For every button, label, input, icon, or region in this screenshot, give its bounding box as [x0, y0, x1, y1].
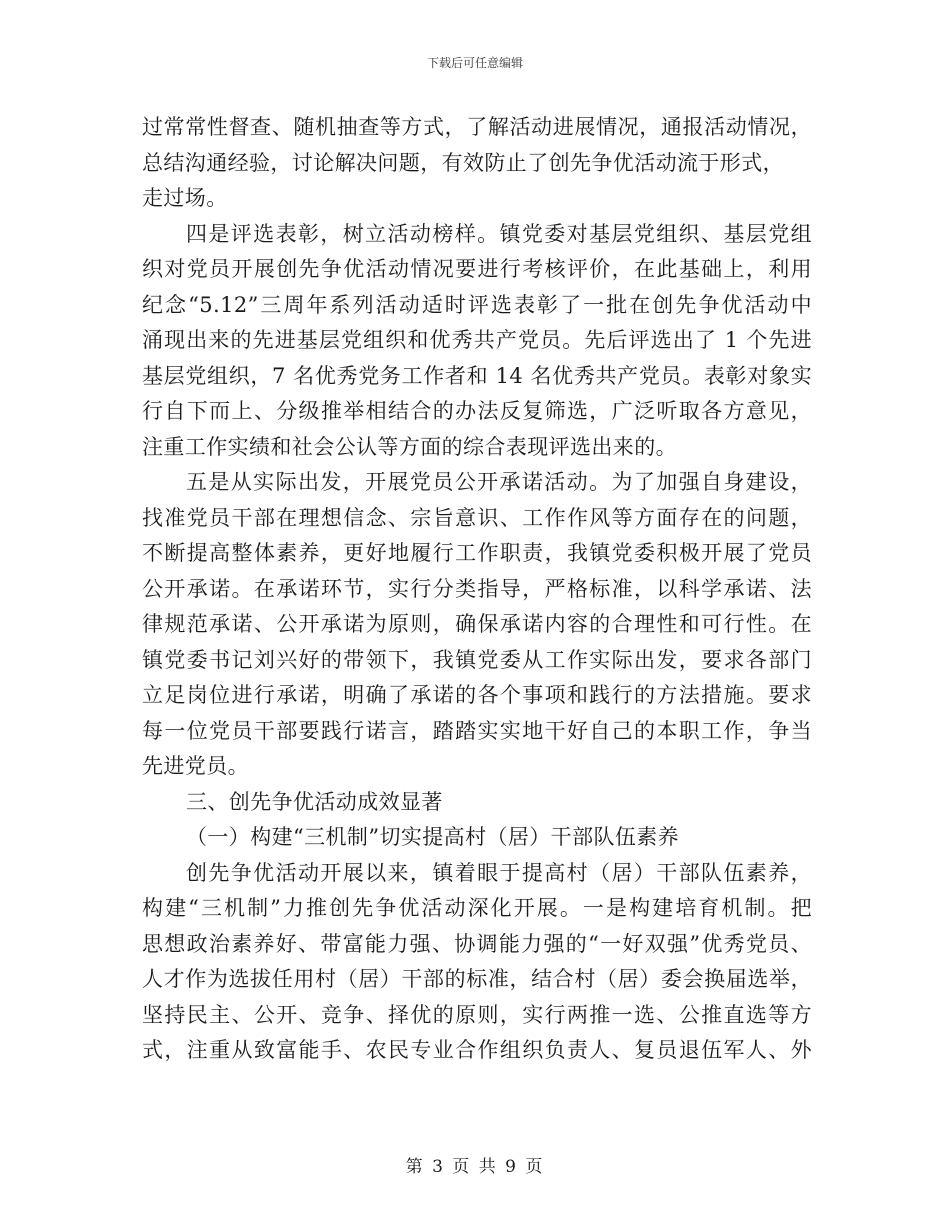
- text-line: 构建“三机制”力推创先争优活动深化开展。一是构建培育机制。把: [142, 896, 812, 920]
- text-line: 织对党员开展创先争优活动情况要进行考核评价，在此基础上，利用: [142, 257, 812, 281]
- text-line: 总结沟通经验，讨论解决问题，有效防止了创先争优活动流于形式，: [142, 150, 784, 175]
- text-line: 纪念“5.12”三周年系列活动适时评选表彰了一批在创先争优活动中: [142, 292, 812, 317]
- text-line: 每一位党员干部要践行诺言，踏踏实实地干好自己的本职工作，争当: [142, 718, 812, 743]
- text-line: 找准党员干部在理想信念、宗旨意识、工作作风等方面存在的问题，: [142, 505, 812, 530]
- text-line: 走过场。: [142, 186, 228, 210]
- text-line: 镇党委书记刘兴好的带领下，我镇党委从工作实际出发，要求各部门: [142, 647, 812, 672]
- document-body: [142, 110, 812, 1069]
- text-line: （一）构建“三机制”切实提高村（居）干部队伍素养: [186, 825, 680, 849]
- header-note: 下载后可任意编辑: [426, 56, 523, 70]
- text-line: 基层党组织，7 名优秀党务工作者和 14 名优秀共产党员。表彰对象实: [142, 363, 812, 388]
- text-line: 注重工作实绩和社会公认等方面的综合表现评选出来的。: [142, 434, 677, 459]
- page-footer: 第 3 页 共 9 页: [405, 1157, 545, 1177]
- text-line: 人才作为选拔任用村（居）干部的标准，结合村（居）委会换届选举，: [142, 967, 812, 991]
- text-line: 创先争优活动开展以来，镇着眼于提高村（居）干部队伍素养，: [186, 860, 812, 885]
- text-line: 公开承诺。在承诺环节，实行分类指导，严格标准，以科学承诺、法: [142, 576, 812, 601]
- text-line: 行自下而上、分级推举相结合的办法反复筛选，广泛听取各方意见，: [142, 399, 812, 423]
- text-line: 立足岗位进行承诺，明确了承诺的各个事项和践行的方法措施。要求: [142, 683, 812, 707]
- text-line: 四是评选表彰，树立活动榜样。镇党委对基层党组织、基层党组: [186, 221, 812, 246]
- text-line: 不断提高整体素养，更好地履行工作职责，我镇党委积极开展了党员: [142, 541, 812, 565]
- text-line: 思想政治素养好、带富能力强、协调能力强的“一好双强”优秀党员、: [142, 931, 812, 956]
- text-line: 坚持民主、公开、竞争、择优的原则，实行两推一选、公推直选等方: [142, 1002, 812, 1027]
- text-line: 式，注重从致富能手、农民专业合作组织负责人、复员退伍军人、外: [142, 1038, 812, 1062]
- text-line: 五是从实际出发，开展党员公开承诺活动。为了加强自身建设，: [186, 470, 812, 494]
- text-line: 先进党员。: [142, 754, 249, 778]
- text-line: 涌现出来的先进基层党组织和优秀共产党员。先后评选出了 1 个先进: [142, 328, 812, 352]
- text-line: 律规范承诺、公开承诺为原则，确保承诺内容的合理性和可行性。在: [142, 612, 812, 636]
- text-line: 过常常性督查、随机抽查等方式，了解活动进展情况，通报活动情况，: [142, 115, 812, 139]
- text-line: 三、创先争优活动成效显著: [186, 789, 443, 814]
